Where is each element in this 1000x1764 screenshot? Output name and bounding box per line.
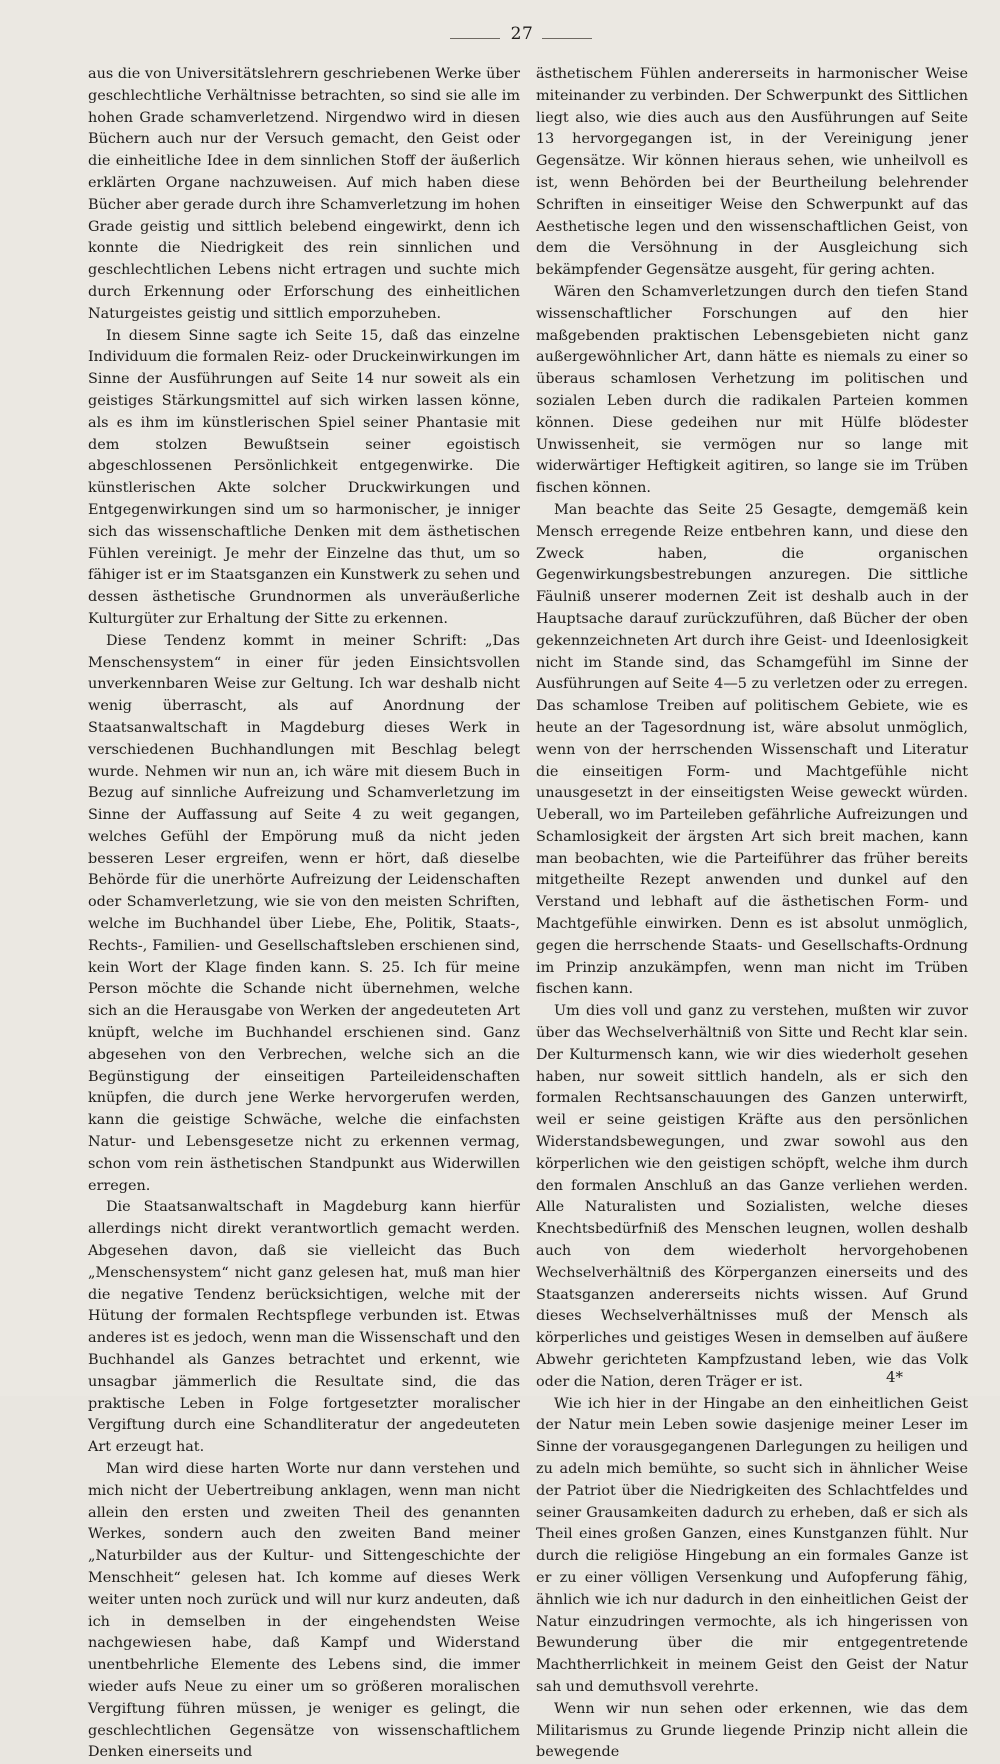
right-paragraph-2: Wären den Schamverletzungen durch den tiefen Stand wissenschaftlicher Forschungen auf den hier maßgebenden praktischen Lebensgebieten nicht ganz außergewöhnlicher Art, dann hätte es niemals zu einer so überaus schamlosen Verhetzung im politischen und sozialen Leben durch die radikalen Parteien kommen können. Diese gedeihen nur mit Hülfe blödester Unwissenheit, sie vermögen nur so lange mit widerwärtiger Heftigkeit agitiren, so lange sie im Trüben fischen können.: [536, 283, 968, 497]
right-paragraph-5: Wie ich hier in der Hingabe an den einheitlichen Geist der Natur mein Leben sowie dasjenige meiner Leser im Sinne der vorausgegangenen Darlegungen zu heiligen und zu adeln mich bemühte, so sucht sich in ähnlicher Weise der Patriot über die Niedrigkeiten des Schlachtfeldes und seiner Grausamkeiten dadurch zu erheben, daß er sich als Theil eines großen Ganzen, eines Kunstganzen fühlt. Nur durch die religiöse Hingebung an ein formales Ganze ist er zu einer völligen Versenkung und Aufopferung fähig, ähnlich wie ich nur dadurch in den einheitlichen Geist der Natur einzudringen vermochte, als ich hingerissen von Bewunderung über die mir entgegentretende Machtherrlichkeit in meinem Geist den Geist der Natur sah und demuthsvoll verehrte.: [536, 1395, 968, 1695]
left-paragraph-1: aus die von Universitätslehrern geschriebenen Werke über geschlechtliche Verhältnisse betrachten, so sind sie alle im hohen Grade schamverletzend. Nirgendwo wird in diesen Büchern auch nur der Versuch gemacht, den Geist oder die einheitliche Idee in dem sinnlichen Stoff der äußerlich erklärten Organe nachzuweisen. Auf mich haben diese Bücher aber gerade durch ihre Schamverletzung im hohen Grade geistig und sittlich belebend eingewirkt, denn ich konnte die Niedrigkeit des rein sinnlichen und geschlechtlichen Lebens nicht ertragen und suchte mich durch Erkennung oder Erforschung des einheitlichen Naturgeistes geistig und sittlich emporzuheben.: [88, 66, 520, 322]
page-number: 27: [510, 24, 534, 44]
left-paragraph-5: Man wird diese harten Worte nur dann verstehen und mich nicht der Uebertreibung anklagen, wenn man nicht allein den ersten und zweiten Theil des genannten Werkes, sondern auch den zweiten Band meiner „Naturbilder aus der Kultur- und Sittengeschichte der Menschheit“ gelesen hat. Ich komme auf dieses Werk weiter unten noch zurück und will nur kurz andeuten, daß ich in demselben in der eingehendsten Weise nachgewiesen habe, daß Kampf und Widerstand unentbehrliche Elemente des Lebens sind, die immer wieder aufs Neue zu einer um so größeren moralischen Vergiftung führen müssen, je weniger es gelingt, die geschlechtlichen Gegensätze von wissenschaftlichem Denken einerseits und: [88, 1461, 520, 1761]
right-column: [536, 64, 968, 1761]
right-paragraph-6: Wenn wir nun sehen oder erkennen, wie das dem Militarismus zu Grunde liegende Prinzip nicht allein die bewegende: [536, 1700, 968, 1761]
right-paragraph-3: Man beachte das Seite 25 Gesagte, demgemäß kein Mensch erregende Reize entbehren kann, und diese den Zweck haben, die organischen Gegenwirkungsbestrebungen anzuregen. Die sittliche Fäulniß unserer modernen Zeit ist deshalb auch in der Hauptsache darauf zurückzuführen, daß Bücher der oben gekennzeichneten Art durch ihre Geist- und Ideenlosigkeit nicht im Stande sind, das Schamgefühl im Sinne der Ausführungen auf Seite 4—5 zu verletzen oder zu erregen. Das schamlose Treiben auf politischem Gebiete, wie es heute an der Tagesordnung ist, wäre absolut unmöglich, wenn von der herrschenden Wissenschaft und Literatur die einseitigen Form- und Machtgefühle nicht unausgesetzt in der einseitigsten Weise geweckt würden. Ueberall, wo im Parteileben gefährliche Aufreizungen und Schamlosigkeit der ärgsten Art sich breit machen, kann man beobachten, wie die Parteiführer das früher bereits mitgetheilte Rezept anwenden und dunkel auf den Verstand und lebhaft auf die ästhetischen Form- und Machtgefühle einwirken. Denn es ist absolut unmöglich, gegen die herrschende Staats- und Gesellschafts-Ordnung im Prinzip anzukämpfen, wenn man nicht im Trüben fischen kann.: [536, 501, 968, 998]
right-paragraph-1: ästhetischem Fühlen andererseits in harmonischer Weise miteinander zu verbinden. Der Schwerpunkt des Sittlichen liegt also, wie dies auch aus den Ausführungen auf Seite 13 hervorgegangen ist, in der Vereinigung jener Gegensätze. Wir können hieraus sehen, wie unheilvoll es ist, wenn Behörden bei der Beurtheilung belehrender Schriften in einseitiger Weise den Schwerpunkt auf das Aesthetische legen und den wissenschaftlichen Geist, von dem die Versöhnung in der Ausgleichung sich bekämpfender Gegensätze ausgeht, für gering achten.: [536, 66, 968, 279]
left-paragraph-2: In diesem Sinne sagte ich Seite 15, daß das einzelne Individuum die formalen Reiz- oder Druckeinwirkungen im Sinne der Ausführungen auf Seite 14 nur soweit als ein geistiges Stärkungsmittel auf sich wirken lassen könne, als es ihm im künstlerischen Spiel seiner Phantasie mit dem stolzen Bewußtsein seiner egoistisch abgeschlossenen Persönlichkeit entgegenwirke. Die künstlerischen Akte solcher Druckwirkungen und Entgegenwirkungen sind um so harmonischer, je inniger sich das wissenschaftliche Denken mit dem ästhetischen Fühlen vereinigt. Je mehr der Einzelne das thut, um so fähiger ist er im Staatsganzen ein Kunstwerk zu sehen und dessen ästhetische Grundnormen als unveräußerliche Kulturgüter zur Erhaltung der Sitte zu erkennen.: [88, 327, 520, 627]
left-column: [88, 64, 520, 1761]
sheet-signature: 4*: [886, 1368, 904, 1386]
header-rule-right: [542, 38, 592, 39]
left-paragraph-3: Diese Tendenz kommt in meiner Schrift: „Das Menschensystem“ in einer für jeden Einsichtsvollen unverkennbaren Weise zur Geltung. Ich war deshalb nicht wenig überrascht, als auf Anordnung der Staatsanwaltschaft in Magdeburg dieses Werk in verschiedenen Buchhandlungen mit Beschlag belegt wurde. Nehmen wir nun an, ich wäre mit diesem Buch in Bezug auf sinnliche Aufreizung und Schamverletzung im Sinne der Auffassung auf Seite 4 zu weit gegangen, welches Gefühl der Empörung muß da nicht jeden besseren Leser ergreifen, wenn er hört, daß dieselbe Behörde für die unerhörte Aufreizung der Leidenschaften oder Schamverletzung, wie sie von den meisten Schriften, welche im Buchhandel über Liebe, Ehe, Politik, Staats-, Rechts-, Familien- und Gesellschaftsleben erschienen sind, kein Wort der Klage finden kann. S. 25. Ich für meine Person möchte die Schande nicht übernehmen, welche sich an die Herausgabe von Werken der angedeuteten Art knüpft, welche im Buchhandel erschienen sind. Ganz abgesehen von den Verbrechen, welche sich an die Begünstigung der einseitigen Parteileidenschaften knüpfen, die durch jene Werke hervorgerufen werden, kann die geistige Schwäche, welche die einfachsten Natur- und Lebensgesetze nicht zu erkennen vermag, schon vom rein ästhetischen Standpunkt aus Widerwillen erregen.: [88, 632, 520, 1194]
page-header: [0, 24, 1000, 54]
left-paragraph-4: Die Staatsanwaltschaft in Magdeburg kann hierfür allerdings nicht direkt verantwortlich gemacht werden. Abgesehen davon, daß sie vielleicht das Buch „Menschensystem“ nicht ganz gelesen hat, muß man hier die negative Tendenz berücksichtigen, welche mit der Hütung der formalen Rechtspflege verbunden ist. Etwas anderes ist es jedoch, wenn man die Wissenschaft und den Buchhandel als Ganzes betrachtet und erkennt, wie unsagbar jämmerlich die Resultate sind, die das praktische Leben in Folge fortgesetzter moralischer Vergiftung durch eine Schandliteratur der angedeuteten Art erzeugt hat.: [88, 1199, 520, 1456]
header-rule-left: [450, 38, 500, 39]
right-paragraph-4: Um dies voll und ganz zu verstehen, mußten wir zuvor über das Wechselverhältniß von Sitte und Recht klar sein. Der Kulturmensch kann, wie wir dies wiederholt gesehen haben, nur soweit sittlich handeln, als er sich den formalen Rechtsanschauungen des Ganzen unterwirft, weil er seine geistigen Kräfte aus den persönlichen Widerstandsbewegungen, und zwar sowohl aus den körperlichen wie den geistigen schöpft, welche ihm durch den formalen Anschluß an das Ganze verliehen werden. Alle Naturalisten und Sozialisten, welche dieses Knechtsbedürfniß des Menschen leugnen, wollen deshalb auch von dem wiederholt hervorgehobenen Wechselverhältniß des Körperganzen einerseits und des Staatsganzen andererseits nichts wissen. Auf Grund dieses Wechselverhältnisses muß der Mensch als körperliches und geistiges Wesen in demselben auf äußere Abwehr gerichteten Kampfzustand leben, wie das Volk oder die Nation, deren Träger er ist.: [536, 1003, 968, 1390]
